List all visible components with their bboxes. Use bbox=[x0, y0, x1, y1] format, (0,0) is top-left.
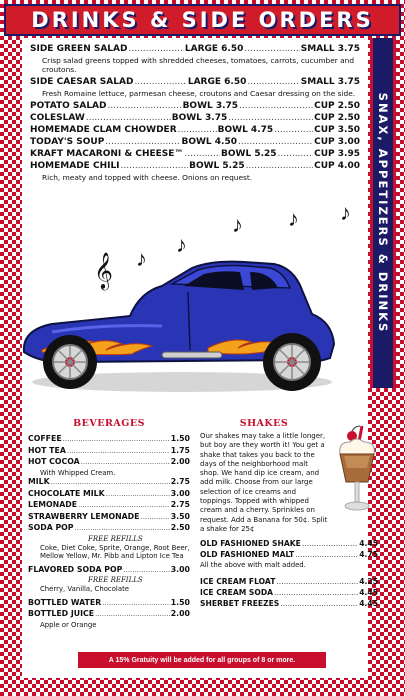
dot-leader bbox=[247, 77, 299, 87]
menu-item-name: KRAFT MACARONI & CHEESE™ bbox=[30, 149, 184, 159]
beverage-price: 2.00 bbox=[170, 457, 190, 466]
shake-note: All the above with malt added. bbox=[200, 561, 306, 570]
dot-leader bbox=[278, 149, 314, 159]
menu-item-large-price: BOWL 5.25 bbox=[221, 149, 277, 159]
menu-item-small-price: SMALL 3.75 bbox=[300, 44, 360, 54]
shake-row bbox=[200, 599, 378, 610]
side-orders-list bbox=[30, 44, 360, 185]
dot-leader bbox=[51, 477, 170, 486]
shake-price: 4.45 bbox=[359, 539, 378, 549]
beverage-price: 3.00 bbox=[170, 488, 190, 498]
treble-clef-icon: 𝄞 bbox=[94, 252, 113, 288]
menu-item-small-price: CUP 3.00 bbox=[314, 137, 360, 147]
dot-leader bbox=[244, 44, 299, 54]
dot-leader bbox=[95, 609, 170, 618]
beverages-title: BEVERAGES bbox=[73, 418, 145, 429]
dot-leader bbox=[276, 577, 358, 586]
menu-item-name: SIDE GREEN SALAD bbox=[30, 44, 128, 54]
gratuity-footer: A 15% Gratuity will be added for all groups of 8 or more. bbox=[78, 652, 326, 668]
beverage-name: FLAVORED SODA POP bbox=[28, 564, 123, 574]
shake-price: 4.45 bbox=[359, 588, 378, 598]
dot-leader bbox=[134, 77, 186, 87]
milkshake-icon bbox=[334, 424, 380, 516]
shake-name: OLD FASHIONED SHAKE bbox=[200, 539, 301, 549]
beverage-name: LEMONADE bbox=[28, 500, 78, 509]
dot-leader bbox=[280, 599, 358, 608]
beverage-row bbox=[28, 446, 190, 458]
shake-name: SHERBET FREEZES bbox=[200, 599, 280, 609]
menu-item-description: Crisp salad greens topped with shredded cheeses, tomatoes, carrots, cucumber and croutons. bbox=[42, 56, 355, 74]
dot-leader bbox=[67, 446, 170, 455]
dot-leader bbox=[295, 550, 358, 559]
dot-leader bbox=[274, 125, 313, 135]
menu-item-row bbox=[30, 137, 360, 149]
dot-leader bbox=[238, 137, 313, 147]
beverage-note: Coke, Diet Coke, Sprite, Orange, Root Beer, Mellow Yellow, Mr. Pibb and Lipton Ice Tea bbox=[40, 543, 190, 560]
beverage-price: 3.50 bbox=[170, 511, 190, 521]
dot-leader bbox=[178, 125, 217, 135]
dot-leader bbox=[105, 137, 180, 147]
menu-item-small-price: CUP 2.50 bbox=[314, 101, 360, 111]
shake-price: 4.25 bbox=[359, 577, 378, 587]
beverages-list bbox=[28, 434, 190, 629]
shakes-title: SHAKES bbox=[239, 418, 289, 429]
music-note-icon: ♪ bbox=[340, 200, 351, 225]
shakes-description: Our shakes may take a little longer, but boy are they worth it! You get a shake that takes you back to the days of the neighborhood malt shop. We hand dip ice cream, and add milk. Choose from our large selection of ice creams and toppings. Topped with whipped cream and a cherry. Sprinkles on request. Add a Banana for 50¢. Split a shake for 25¢ bbox=[200, 432, 328, 533]
menu-item-large-price: BOWL 5.25 bbox=[189, 161, 245, 171]
beverage-name: HOT COCOA bbox=[28, 457, 80, 466]
free-refills-label: FREE REFILLS bbox=[88, 576, 143, 584]
beverage-note: Cherry, Vanilla, Chocolate bbox=[40, 585, 130, 593]
beverage-note: Apple or Orange bbox=[40, 620, 97, 629]
menu-item-large-price: BOWL 4.50 bbox=[181, 137, 237, 147]
shake-row bbox=[200, 577, 378, 588]
beverage-name: CHOCOLATE MILK bbox=[28, 488, 105, 498]
dot-leader bbox=[246, 161, 314, 171]
beverage-name: COFFEE bbox=[28, 434, 62, 443]
menu-item-small-price: SMALL 3.75 bbox=[300, 77, 360, 87]
beverage-row bbox=[28, 565, 190, 577]
beverage-name: BOTTLED WATER bbox=[28, 597, 102, 607]
dot-leader bbox=[78, 500, 170, 509]
shake-row bbox=[200, 588, 378, 599]
menu-item-small-price: CUP 3.50 bbox=[314, 125, 360, 135]
dot-leader bbox=[274, 588, 358, 597]
dot-leader bbox=[239, 101, 313, 111]
side-banner bbox=[370, 38, 396, 388]
shake-name: ICE CREAM SODA bbox=[200, 588, 274, 598]
menu-item-row bbox=[30, 44, 360, 56]
hot-rod-car-illustration bbox=[12, 232, 342, 397]
beverage-price: 2.50 bbox=[170, 523, 190, 532]
dot-leader bbox=[121, 161, 189, 171]
menu-item-row bbox=[30, 149, 360, 161]
beverage-row bbox=[28, 489, 190, 501]
dot-leader bbox=[123, 565, 169, 574]
shake-name: ICE CREAM FLOAT bbox=[200, 577, 276, 587]
dot-leader bbox=[302, 539, 358, 548]
menu-item-name: POTATO SALAD bbox=[30, 101, 107, 111]
menu-item-large-price: BOWL 4.75 bbox=[217, 125, 274, 135]
music-note-icon: ♪ bbox=[136, 246, 147, 271]
beverage-name: SODA POP bbox=[28, 523, 74, 532]
beverage-name: BOTTLED JUICE bbox=[28, 609, 95, 618]
dot-leader bbox=[128, 44, 183, 54]
shake-price: 4.45 bbox=[359, 599, 378, 609]
beverage-price: 1.50 bbox=[170, 434, 190, 443]
music-note-icon: ♪ bbox=[232, 212, 243, 237]
beverage-price: 1.50 bbox=[170, 597, 190, 607]
menu-item-row bbox=[30, 125, 360, 137]
menu-item-small-price: CUP 2.50 bbox=[314, 113, 360, 123]
dot-leader bbox=[81, 457, 170, 466]
menu-item-description: Fresh Romaine lettuce, parmesan cheese, croutons and Caesar dressing on the side. bbox=[42, 89, 356, 98]
dot-leader bbox=[102, 598, 170, 607]
menu-item-large-price: BOWL 3.75 bbox=[182, 101, 239, 111]
header-banner bbox=[4, 4, 401, 36]
beverage-row bbox=[28, 477, 190, 489]
menu-item-row bbox=[30, 113, 360, 125]
beverage-price: 1.75 bbox=[170, 445, 190, 455]
beverage-row bbox=[28, 434, 190, 446]
shake-row bbox=[200, 539, 378, 550]
beverage-row bbox=[28, 609, 190, 621]
beverage-note: With Whipped Cream. bbox=[40, 468, 116, 477]
shake-price: 4.75 bbox=[359, 550, 378, 560]
beverage-name: MILK bbox=[28, 477, 50, 486]
dot-leader bbox=[86, 113, 171, 123]
menu-item-row bbox=[30, 101, 360, 113]
music-note-icon: ♪ bbox=[288, 206, 299, 231]
shake-row bbox=[200, 550, 378, 561]
beverage-price: 2.75 bbox=[170, 500, 190, 509]
side-banner-label: SNAX, APPETIZERS & DRINKS bbox=[376, 92, 390, 334]
beverage-row bbox=[28, 457, 190, 469]
menu-item-row bbox=[30, 161, 360, 173]
shakes-list bbox=[200, 539, 378, 610]
dot-leader bbox=[106, 489, 170, 498]
menu-item-description: Rich, meaty and topped with cheese. Onions on request. bbox=[42, 173, 253, 182]
menu-item-name: HOMEMADE CLAM CHOWDER bbox=[30, 125, 177, 135]
menu-item-row bbox=[30, 77, 360, 89]
music-note-icon: ♪ bbox=[176, 232, 187, 257]
menu-item-large-price: BOWL 3.75 bbox=[171, 113, 228, 123]
beverage-price: 3.00 bbox=[170, 564, 190, 574]
dot-leader bbox=[184, 149, 220, 159]
menu-item-large-price: LARGE 6.50 bbox=[184, 44, 244, 54]
dot-leader bbox=[228, 113, 313, 123]
page-title: DRINKS & SIDE ORDERS bbox=[31, 8, 374, 32]
beverages-section bbox=[28, 418, 190, 629]
dot-leader bbox=[140, 512, 169, 521]
shake-name: OLD FASHIONED MALT bbox=[200, 550, 295, 560]
beverage-row bbox=[28, 523, 190, 535]
beverage-name: STRAWBERRY LEMONADE bbox=[28, 511, 140, 521]
menu-item-name: HOMEMADE CHILI bbox=[30, 161, 120, 171]
dot-leader bbox=[75, 523, 170, 532]
beverage-name: HOT TEA bbox=[28, 445, 66, 455]
beverage-price: 2.75 bbox=[170, 477, 190, 486]
menu-item-name: SIDE CAESAR SALAD bbox=[30, 77, 134, 87]
dot-leader bbox=[63, 434, 170, 443]
beverage-row bbox=[28, 598, 190, 610]
menu-item-large-price: LARGE 6.50 bbox=[187, 77, 247, 87]
beverage-price: 2.00 bbox=[170, 609, 190, 618]
menu-item-small-price: CUP 4.00 bbox=[314, 161, 360, 171]
menu-item-name: COLESLAW bbox=[30, 113, 85, 123]
free-refills-label: FREE REFILLS bbox=[88, 534, 143, 543]
menu-item-small-price: CUP 3.95 bbox=[314, 149, 360, 159]
dot-leader bbox=[108, 101, 182, 111]
beverage-row bbox=[28, 500, 190, 512]
beverage-row bbox=[28, 512, 190, 524]
menu-item-name: TODAY'S SOUP bbox=[30, 137, 105, 147]
